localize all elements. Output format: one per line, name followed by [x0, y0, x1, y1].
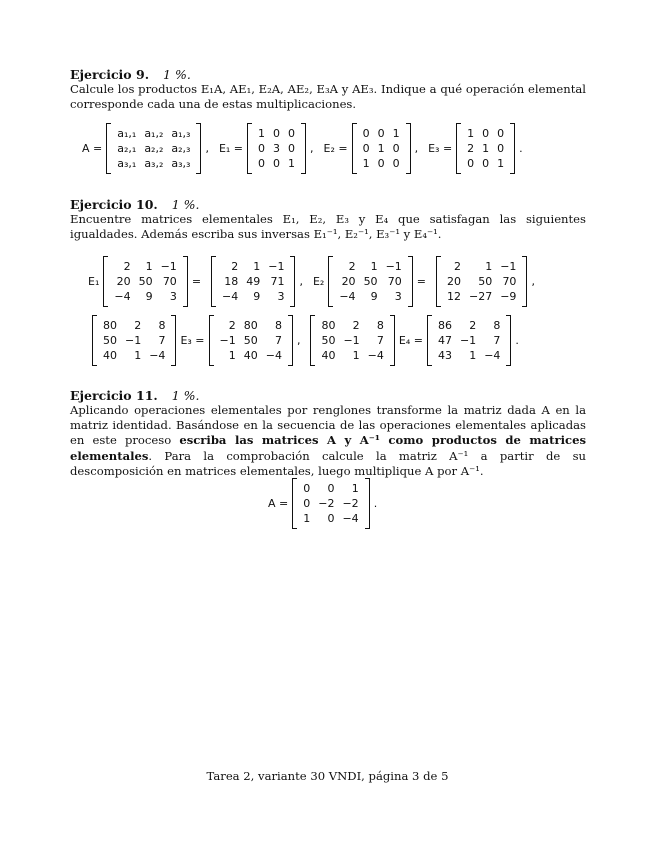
matrix-cell: 50	[478, 275, 493, 288]
matrix-cell: 43	[437, 349, 452, 362]
matrix-E4-label: E₄ =	[398, 334, 423, 347]
matrix-cell: 2	[454, 260, 461, 273]
matrix-R4	[427, 316, 511, 365]
matrix-cell: −1	[500, 260, 517, 273]
matrix-cell: 9	[253, 290, 261, 303]
matrix-cell: 8	[493, 319, 501, 332]
matrix-cell: 40	[103, 349, 117, 362]
matrix-cell: −27	[469, 290, 493, 303]
matrix-cell: 50	[243, 334, 258, 347]
matrix-cell: −2	[318, 497, 335, 510]
matrix-cell: 9	[145, 290, 153, 303]
matrix-cell: 1	[497, 157, 505, 170]
matrix-cell: 7	[274, 334, 282, 347]
matrix-cell: 0	[273, 157, 281, 170]
matrix-cell: 70	[162, 275, 177, 288]
matrix-cell: 0	[362, 127, 370, 140]
matrix-cell: 2	[469, 319, 477, 332]
matrix-cell: 8	[158, 319, 166, 332]
matrix-cell: 80	[243, 319, 258, 332]
matrix-cell: 2	[134, 319, 142, 332]
matrix-cell: 0	[327, 482, 335, 495]
matrix-cell: 1	[145, 260, 153, 273]
matrix-cell: 0	[303, 497, 311, 510]
matrix-M3	[92, 316, 176, 365]
matrix-cell: −1	[343, 334, 360, 347]
matrix-E1	[247, 124, 306, 173]
matrix-cell: 12	[447, 290, 461, 303]
matrix-cell: 40	[321, 349, 336, 362]
matrix-cell: a₃,₂	[144, 157, 164, 170]
matrix-cell: 70	[502, 275, 517, 288]
matrix-A-label: A =	[82, 142, 103, 155]
matrix-cell: 80	[103, 319, 117, 332]
matrix-cell: 0	[288, 142, 296, 155]
matrix-E1-label: E₁	[88, 275, 100, 288]
matrix-cell: 0	[497, 142, 505, 155]
matrix-cell: 1	[303, 512, 311, 525]
matrix-cell: 50	[103, 334, 117, 347]
matrix-cell: 1	[288, 157, 296, 170]
matrix-cell: 0	[467, 157, 475, 170]
matrix-cell: 9	[370, 290, 378, 303]
matrix-cell: −2	[342, 497, 359, 510]
matrix-cell: 0	[482, 157, 490, 170]
matrix-cell: 3	[169, 290, 177, 303]
exercise-11-weight: 1 %.	[171, 388, 200, 403]
matrix-cell: a₂,₁	[117, 142, 137, 155]
matrix-cell: 0	[377, 157, 385, 170]
matrix-cell: 1	[352, 349, 360, 362]
matrix-cell: 3	[394, 290, 402, 303]
matrix-cell: −9	[500, 290, 517, 303]
matrix-cell: −1	[459, 334, 477, 347]
matrix-cell: −1	[385, 260, 402, 273]
matrix-cell: 7	[158, 334, 166, 347]
matrix-cell: 3	[277, 290, 285, 303]
matrix-cell: 40	[243, 349, 258, 362]
matrix-cell: 80	[321, 319, 336, 332]
matrix-cell: −1	[219, 334, 236, 347]
exercise-9-weight: 1 %.	[163, 67, 191, 82]
matrix-cell: a₁,₃	[171, 127, 191, 140]
matrix-cell: a₃,₁	[117, 157, 137, 170]
matrix-cell: 0	[258, 157, 266, 170]
matrix-cell: 2	[352, 319, 360, 332]
matrix-cell: 8	[376, 319, 384, 332]
matrix-E2-label: E₂ =	[323, 142, 348, 155]
matrix-cell: −4	[149, 349, 166, 362]
matrix-cell: 1	[134, 349, 142, 362]
matrix-cell: 0	[392, 157, 400, 170]
matrix-cell: 1	[377, 142, 385, 155]
matrix-cell: 7	[493, 334, 501, 347]
matrix-cell: 0	[392, 142, 400, 155]
matrix-M4	[310, 316, 394, 365]
matrix-cell: 0	[327, 512, 335, 525]
exercise-10	[70, 197, 586, 242]
matrix-cell: 49	[246, 275, 261, 288]
matrix-cell: 50	[321, 334, 336, 347]
matrix-A-label: A =	[268, 497, 289, 510]
matrix-cell: −4	[339, 290, 356, 303]
matrix-cell: 1	[469, 349, 477, 362]
exercise-11-matrix: A = 0 0 1 0 −2 −2 1 0 −4 .	[268, 479, 387, 528]
matrix-cell: 71	[270, 275, 285, 288]
matrix-cell: −4	[367, 349, 384, 362]
matrix-cell: 1	[370, 260, 378, 273]
matrix-cell: 0	[273, 127, 281, 140]
matrix-cell: 47	[437, 334, 452, 347]
exercise-10-text: Encuentre matrices elementales E₁, E₂, E₃ y E₄ que satisfagan las siguientes igualdades. Además escriba sus inversas E₁⁻¹, E₂⁻¹, E₃⁻¹ y E₄⁻¹.	[70, 212, 586, 242]
matrix-cell: 20	[447, 275, 461, 288]
matrix-cell: 8	[274, 319, 282, 332]
matrix-cell: 1	[228, 349, 236, 362]
exercise-11-text: Aplicando operaciones elementales por renglones transforme la matriz dada A en la matriz identidad. Basándose en la secuencia de las operaciones elementales aplicadas en este proceso escriba las matrices A y A⁻¹ como productos de matrices elementales. Para la comprobación calcule la matriz A⁻¹ a partir de su descomposición en matrices elementales, luego multiplique A por A⁻¹.	[70, 403, 586, 478]
matrix-cell: a₁,₁	[117, 127, 137, 140]
exercise-9-matrices: A = a₁,₁ a₁,₂ a₁,₃ a₂,₁ a₂,₂ a₂,₃ a₃,₁ a₃,₂ a₃,₃ , E₁ = 1 0 0 0 3 0 0 0 1 , E₂ = 0 0 1 0 1 0 1 0 0 , E₃ = 1 0 0 2 1 0 0 0 1 .	[82, 124, 533, 173]
matrix-E3	[456, 124, 515, 173]
matrix-cell: −4	[484, 349, 501, 362]
matrix-cell: 1	[485, 260, 493, 273]
matrix-cell: 0	[497, 127, 505, 140]
exercise-9-title: Ejercicio 9.	[70, 67, 150, 82]
matrix-cell: 50	[363, 275, 378, 288]
matrix-cell: 1	[362, 157, 370, 170]
matrix-cell: 0	[303, 482, 311, 495]
matrix-E2	[352, 124, 411, 173]
matrix-cell: 2	[467, 142, 475, 155]
matrix-cell: 1	[482, 142, 490, 155]
matrix-cell: −1	[160, 260, 177, 273]
matrix-cell: 3	[273, 142, 281, 155]
matrix-E1-label: E₁ =	[218, 142, 244, 155]
matrix-cell: 86	[437, 319, 452, 332]
exercise-10-equations-row1: E₁ 2 1 −1 20 50 70 −4 9 3 = 2 1 −1 18 49 71 −4 9 3 , E₂ 2 1 −1 20 50 70 −4 9 3 = 2 1 −1 20 50 70 12 −27 −9 ,	[88, 257, 545, 306]
matrix-cell: 2	[228, 319, 236, 332]
matrix-cell: −4	[342, 512, 359, 525]
matrix-cell: 0	[482, 127, 490, 140]
matrix-E3-label: E₃ =	[428, 142, 453, 155]
matrix-cell: 18	[224, 275, 239, 288]
matrix-cell: 1	[351, 482, 359, 495]
matrix-cell: a₁,₂	[144, 127, 164, 140]
matrix-cell: 1	[258, 127, 266, 140]
matrix-cell: a₂,₂	[144, 142, 164, 155]
matrix-cell: 0	[377, 127, 385, 140]
matrix-cell: −1	[125, 334, 142, 347]
exercise-9-text: Calcule los productos E₁A, AE₁, E₂A, AE₂, E₃A y AE₃. Indique a qué operación elemental corresponde cada una de estas multiplicaciones.	[70, 82, 586, 112]
matrix-A	[292, 479, 369, 528]
matrix-cell: 50	[138, 275, 153, 288]
matrix-cell: −1	[268, 260, 285, 273]
matrix-R1	[211, 257, 295, 306]
exercise-10-equations-row2: 80 2 8 50 −1 7 40 1 −4 E₃ = 2 80 8 −1 50 7 1 40 −4 , 80 2 8 50 −1 7 40 1 −4 E₄ = 86 2 8 47 −1 7 43 1 −4 .	[92, 316, 529, 365]
matrix-R3	[209, 316, 293, 365]
matrix-cell: 1	[392, 127, 400, 140]
exercise-11	[70, 388, 586, 479]
matrix-cell: 1	[253, 260, 261, 273]
matrix-cell: −4	[222, 290, 239, 303]
exercise-10-weight: 1 %.	[171, 197, 200, 212]
matrix-R2	[436, 257, 527, 306]
matrix-cell: 7	[376, 334, 384, 347]
matrix-cell: 2	[123, 260, 131, 273]
matrix-cell: 2	[231, 260, 239, 273]
matrix-cell: 70	[387, 275, 402, 288]
matrix-cell: 20	[116, 275, 131, 288]
matrix-cell: 0	[258, 142, 266, 155]
matrix-A	[106, 124, 201, 173]
matrix-cell: 1	[467, 127, 475, 140]
matrix-cell: a₃,₃	[171, 157, 191, 170]
exercise-10-title: Ejercicio 10.	[70, 197, 158, 212]
matrix-M1	[103, 257, 187, 306]
matrix-cell: −4	[114, 290, 131, 303]
matrix-cell: a₂,₃	[171, 142, 191, 155]
matrix-cell: 20	[341, 275, 356, 288]
matrix-cell: 2	[348, 260, 356, 273]
matrix-cell: −4	[265, 349, 282, 362]
matrix-M2	[328, 257, 412, 306]
matrix-cell: 0	[288, 127, 296, 140]
exercise-9	[70, 67, 586, 112]
matrix-cell: 0	[362, 142, 370, 155]
exercise-11-title: Ejercicio 11.	[70, 388, 158, 403]
matrix-E3-label: E₃ =	[180, 334, 205, 347]
matrix-E2-label: E₂	[312, 275, 325, 288]
page-footer: Tarea 2, variante 30 VNDI, página 3 de 5	[206, 769, 449, 783]
